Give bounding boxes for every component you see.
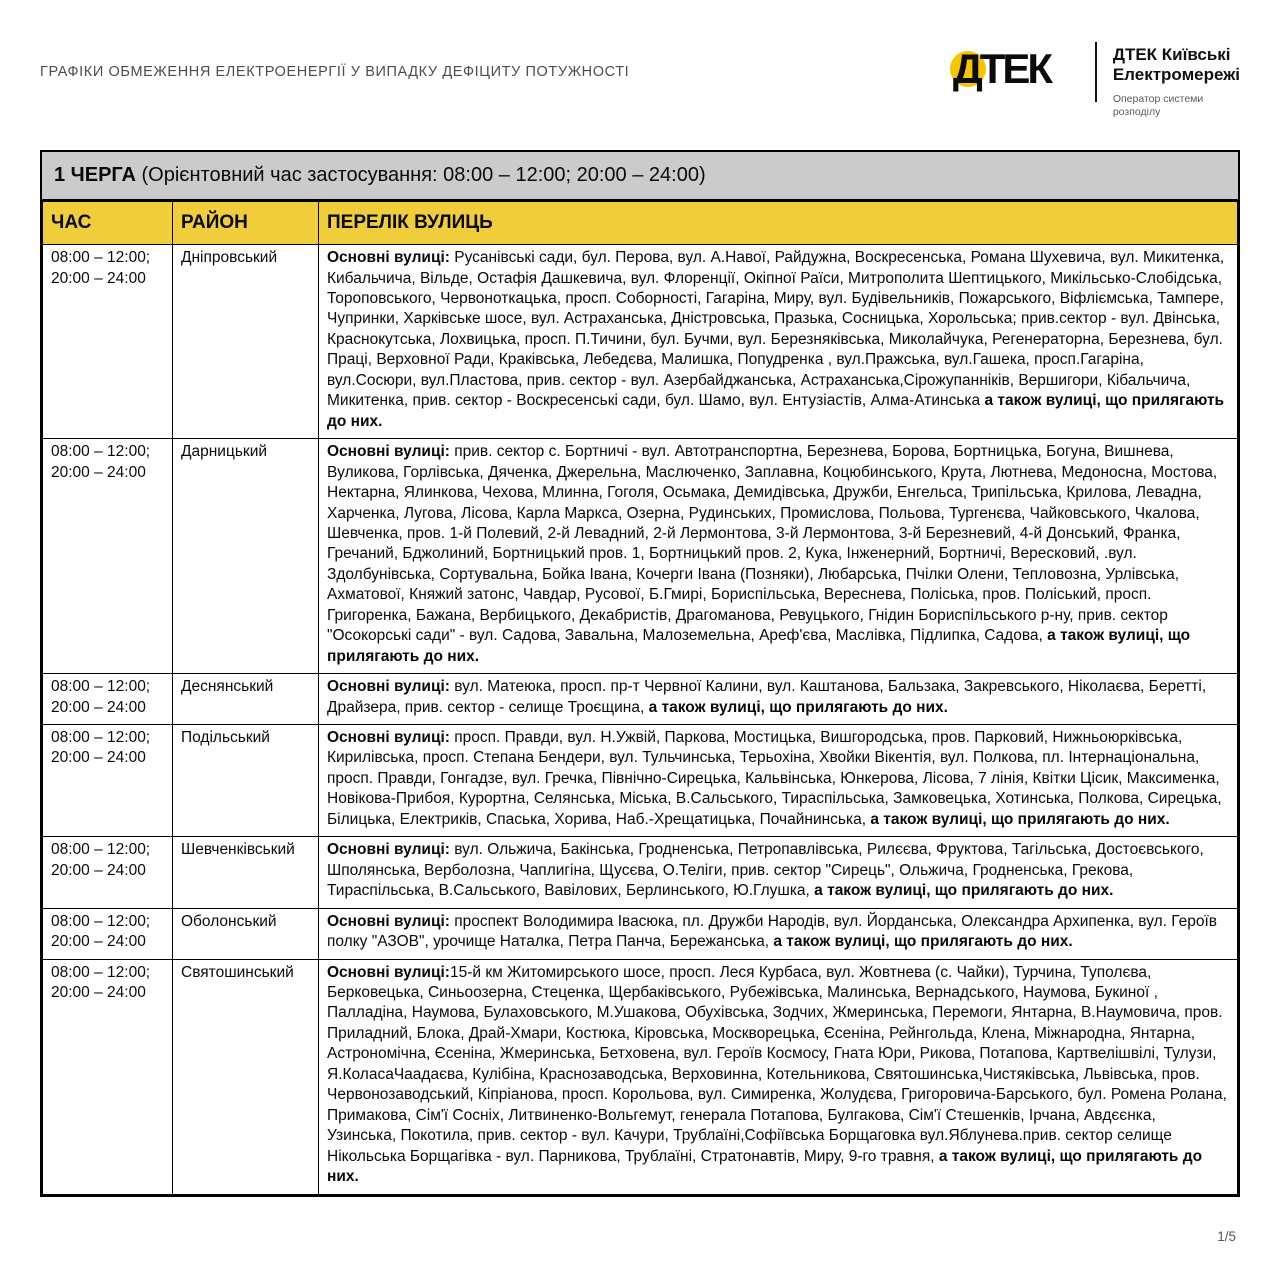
streets-suffix: а також вулиці, що прилягають до них.: [648, 698, 948, 716]
logo-name-line2: Електромережі: [1112, 65, 1240, 85]
schedule-table: [42, 201, 1238, 1194]
dtek-logo: [953, 42, 1240, 120]
streets-label: Основні вулиці:: [327, 841, 450, 859]
table-row: [43, 439, 1238, 674]
streets-list: просп. Правди, вул. Н.Ужвій, Паркова, Мостицька, Вишгородська, пров. Парковий, Нижньоюрківська, Кирилівська, просп. Степана Бендери, вул. Тульчинська, Терьохіна, Хвойки Вікентія, вул. Полкова, пл. Інтернаціональна, просп. Правди, Гонгадзе, вул. Гречка, Північно-Сирецька, Кальвінська, Юнкерова, Лісова, 7 лінія, Квітки Цісик, Максименка, Новікова-Прибоя, Курортна, Селянська, Міська, В.Сальського, Тираспільська, Замковецька, Хотинська, Полкова, Сирецька, Білицька, Електриків, Спаська, Хорива, Наб.-Хрещатицька, Почайнинська,: [327, 729, 1222, 828]
logo-tagline: [1113, 93, 1240, 120]
streets-suffix: а також вулиці, що прилягають до них.: [814, 882, 1114, 900]
logo-divider: [1095, 42, 1097, 102]
streets-cell: [319, 674, 1238, 725]
logo-tagline-line1: Оператор системи: [1112, 92, 1204, 105]
district-cell: Святошинський: [173, 959, 319, 1194]
streets-list: прив. сектор с. Бортничі - вул. Автотранспортна, Березнева, Борова, Бортницька, Богуна, Вишнева, Вуликова, Горлівська, Дяченка, Джерельна, Маслюченко, Заплавна, Коцюбинського, Крута, Лютнева, Медоносна, Мостова, Нектарна, Ялинкова, Чехова, Млинна, Гоголя, Осьмака, Демидівська, Дружби, Енгельса, Трипільська, Крилова, Левадна, Харченка, Лугова, Лісова, Карла Маркса, Озерна, Рудинських, Промислова, Польова, Тургенєва, Чайковського, Чкалова, Шевченка, пров. 1-й Полевий, 2-й Левадний, 2-й Лермонтова, 3-й Лермонтова, 3-й Березневий, 4-й Донський, Франка, Гречаний, Бджолиний, Бортницький пров. 1, Бортницький пров. 2, Кука, Інженерний, Бортничі, Вересковий, .вул. Здолбунівська, Сортувальна, Бойка Івана, Кочерги Івана (Позняки), Любарська, Пчілки Олени, Тепловозна, Урлівська, Ахматової, Княжий затонс, Чавдар, Русової, Б.Гмирі, Бориспільська, Вереснева, Поліська, пров. Поліський, просп. Григоренка, Бажана, Вербицького, Декабристів, Драгоманова, Ревуцького, Гнідин Бориспільського р-ну, прив. сектор "Осокорські сади" - вул. Садова, Завальна, Малоземельна, Ареф'єва, Маслівка, Підлипка, Садова,: [327, 443, 1218, 645]
column-header-streets: ПЕРЕЛІК ВУЛИЦЬ: [319, 202, 1238, 245]
column-header-district: РАЙОН: [173, 202, 319, 245]
district-cell: Шевченківський: [173, 837, 319, 908]
time-cell: 08:00 – 12:00; 20:00 – 24:00: [43, 245, 173, 439]
queue-label: 1 ЧЕРГА: [54, 164, 136, 187]
table-row: [43, 245, 1238, 439]
time-cell: 08:00 – 12:00; 20:00 – 24:00: [43, 959, 173, 1194]
streets-suffix: а також вулиці, що прилягають до них.: [327, 392, 1225, 430]
table-row: [43, 908, 1238, 959]
streets-cell: [319, 837, 1238, 908]
queue-note: (Орієнтовний час застосування: 08:00 – 12:00; 20:00 – 24:00): [135, 164, 706, 187]
time-cell: 08:00 – 12:00; 20:00 – 24:00: [43, 725, 173, 837]
district-cell: Деснянський: [173, 674, 319, 725]
table-row: [43, 674, 1238, 725]
streets-label: Основні вулиці:: [327, 729, 450, 747]
streets-list: проспект Володимира Івасюка, пл. Дружби Народів, вул. Йорданська, Олександра Архипенка, вул. Героїв полку "АЗОВ", урочище Наталка, Петра Панча, Бережанська,: [327, 912, 1218, 951]
streets-list: 15-й км Житомирського шосе, просп. Леся Курбаса, вул. Жовтнева (с. Чайки), Турчина, Туполєва, Берковецька, Синьоозерна, Стеценка, Щербаківського, Рубежівська, Малинська, Вернадського, Наумова, Букиної , Палладіна, Наумова, Булаховського, М.Ушакова, Обухівська, Зодчих, Жмеринська, Перемоги, Янтарна, В.Наумовича, пров. Приладний, Блока, Драй-Хмари, Костюка, Кіровська, Москворецька, Єсеніна, Рейнгольда, Клена, Міжнародна, Янтарна, Астрономічна, Єсеніна, Жмеринська, Бетховена, вул. Героїв Космосу, Гната Юри, Рикова, Потапова, Картвелішвілі, Тулузи, Я.КоласаЧаадаєва, Кулібіна, Краснозаводська, Верховинна, Котельникова, Святошинська,Чистяківська, Львівська, пров. Червонозаводський, Кіпріанова, просп. Корольова, вул. Симиренка, Жолудєва, Григоровича-Барського, бул. Ромена Ролана, Примакова, Сім'ї Сосніх, Литвиненко-Вольгемут, генерала Потапова, Булгакова, Сім'ї Стешенків, Ірчана, Авдєєнка, Узинська, Покотила, прив. сектор - вул. Качури, Трублаїні,Софіївська Борщаговка вул.Яблунева.прив. сектор селище Нікольська Борщагівка - вул. Парникова, Трублаїні, Стратонавтів, Миру, 9-го травня,: [327, 963, 1227, 1165]
streets-label: Основні вулиці:: [327, 249, 450, 267]
schedule-sheet: [40, 150, 1240, 1196]
streets-cell: [319, 725, 1238, 837]
streets-cell: [319, 439, 1238, 674]
time-cell: 08:00 – 12:00; 20:00 – 24:00: [43, 908, 173, 959]
streets-list: Русанівські сади, бул. Перова, вул. А.Навої, Райдужна, Воскресенська, Романа Шухевича, вул. Микитенка, Кибальчича, Вільде, Остафія Дашкевича, вул. Флоренції, Окіпної Раїси, Митрополита Шептицького, Микільсько-Слобідська, Тороповського, Червоноткацька, просп. Соборності, Гагаріна, Миру, вул. Будівельників, Пожарського, Віфліємська, Тампере, Чупринки, Харківське шосе, вул. Астраханська, Дністровська, Празька, Сосницька, Хорольська; прив.сектор - вул. Двінська, Краснокутська, Лохвицька, просп. П.Тичини, бул. Бучми, вул. Березняківська, Миколайчука, Регенераторна, Березнева, бул. Праці, Верховної Ради, Краківська, Лебедєва, Малишка, Попудренка , вул.Пражська, вул.Гашека, просп.Гагаріна, вул.Сосюри, вул.Пластова, прив. сектор - вул. Азербайджанська, Астраханська,Сірожупанніків, Вершигори, Кібальчича, Микитенка, прив. сектор - Воскресенські сади, бул. Шамо, вул. Ентузіастів, Алма-Атинська: [327, 249, 1225, 410]
logo-tagline-line2: розподілу: [1112, 106, 1161, 119]
streets-suffix: а також вулиці, що прилягають до них.: [870, 810, 1170, 828]
district-cell: Дарницький: [173, 439, 319, 674]
district-cell: Дніпровський: [173, 245, 319, 439]
column-header-time: ЧАС: [43, 202, 173, 245]
table-row: [43, 725, 1238, 837]
dtek-wordmark: [953, 42, 1079, 98]
streets-label: Основні вулиці:: [327, 912, 450, 930]
dtek-logo-text: ДТЕК: [952, 45, 1051, 92]
streets-cell: [319, 908, 1238, 959]
streets-label: Основні вулиці:: [327, 963, 450, 981]
table-header-row: [43, 202, 1238, 245]
table-row: [43, 837, 1238, 908]
streets-suffix: а також вулиці, що прилягають до них.: [327, 1147, 1203, 1186]
schedule-body: [43, 245, 1238, 1194]
streets-label: Основні вулиці:: [327, 443, 450, 461]
streets-list: вул. Матеюка, просп. пр-т Червної Калини, вул. Каштанова, Бальзака, Закревського, Ніколаєва, Беретті, Драйзера, прив. сектор - селище Троєщина,: [327, 678, 1207, 716]
district-cell: Подільський: [173, 725, 319, 837]
streets-label: Основні вулиці:: [327, 678, 450, 696]
district-cell: Оболонський: [173, 908, 319, 959]
streets-suffix: а також вулиці, що прилягають до них.: [773, 933, 1073, 951]
streets-suffix: а також вулиці, що прилягають до них.: [327, 627, 1191, 665]
logo-names: [1113, 42, 1240, 120]
table-row: [43, 959, 1238, 1194]
document-title: ГРАФІКИ ОБМЕЖЕННЯ ЕЛЕКТРОЕНЕРГІЇ У ВИПАДКУ ДЕФІЦИТУ ПОТУЖНОСТІ: [40, 64, 630, 80]
queue-banner: [42, 152, 1238, 201]
time-cell: 08:00 – 12:00; 20:00 – 24:00: [43, 439, 173, 674]
time-cell: 08:00 – 12:00; 20:00 – 24:00: [43, 674, 173, 725]
page-number: 1/5: [1217, 1229, 1236, 1244]
time-cell: 08:00 – 12:00; 20:00 – 24:00: [43, 837, 173, 908]
logo-name-line1: ДТЕК Київські: [1112, 45, 1231, 64]
streets-cell: [319, 959, 1238, 1194]
streets-list: вул. Ольжича, Бакінська, Гродненська, Петропавлівська, Рилєєва, Фруктова, Тагільська, Достоєвського, Шполянська, Верболозна, Чаплигіна, Щусєва, О.Теліги, прив. сектор "Сирець", Ольжича, Гродненська, Грекова, Тираспільська, В.Сальського, Вавілових, Берлинського, Ю.Глушка,: [327, 841, 1204, 900]
streets-cell: [319, 245, 1238, 439]
top-header: [40, 40, 1240, 120]
